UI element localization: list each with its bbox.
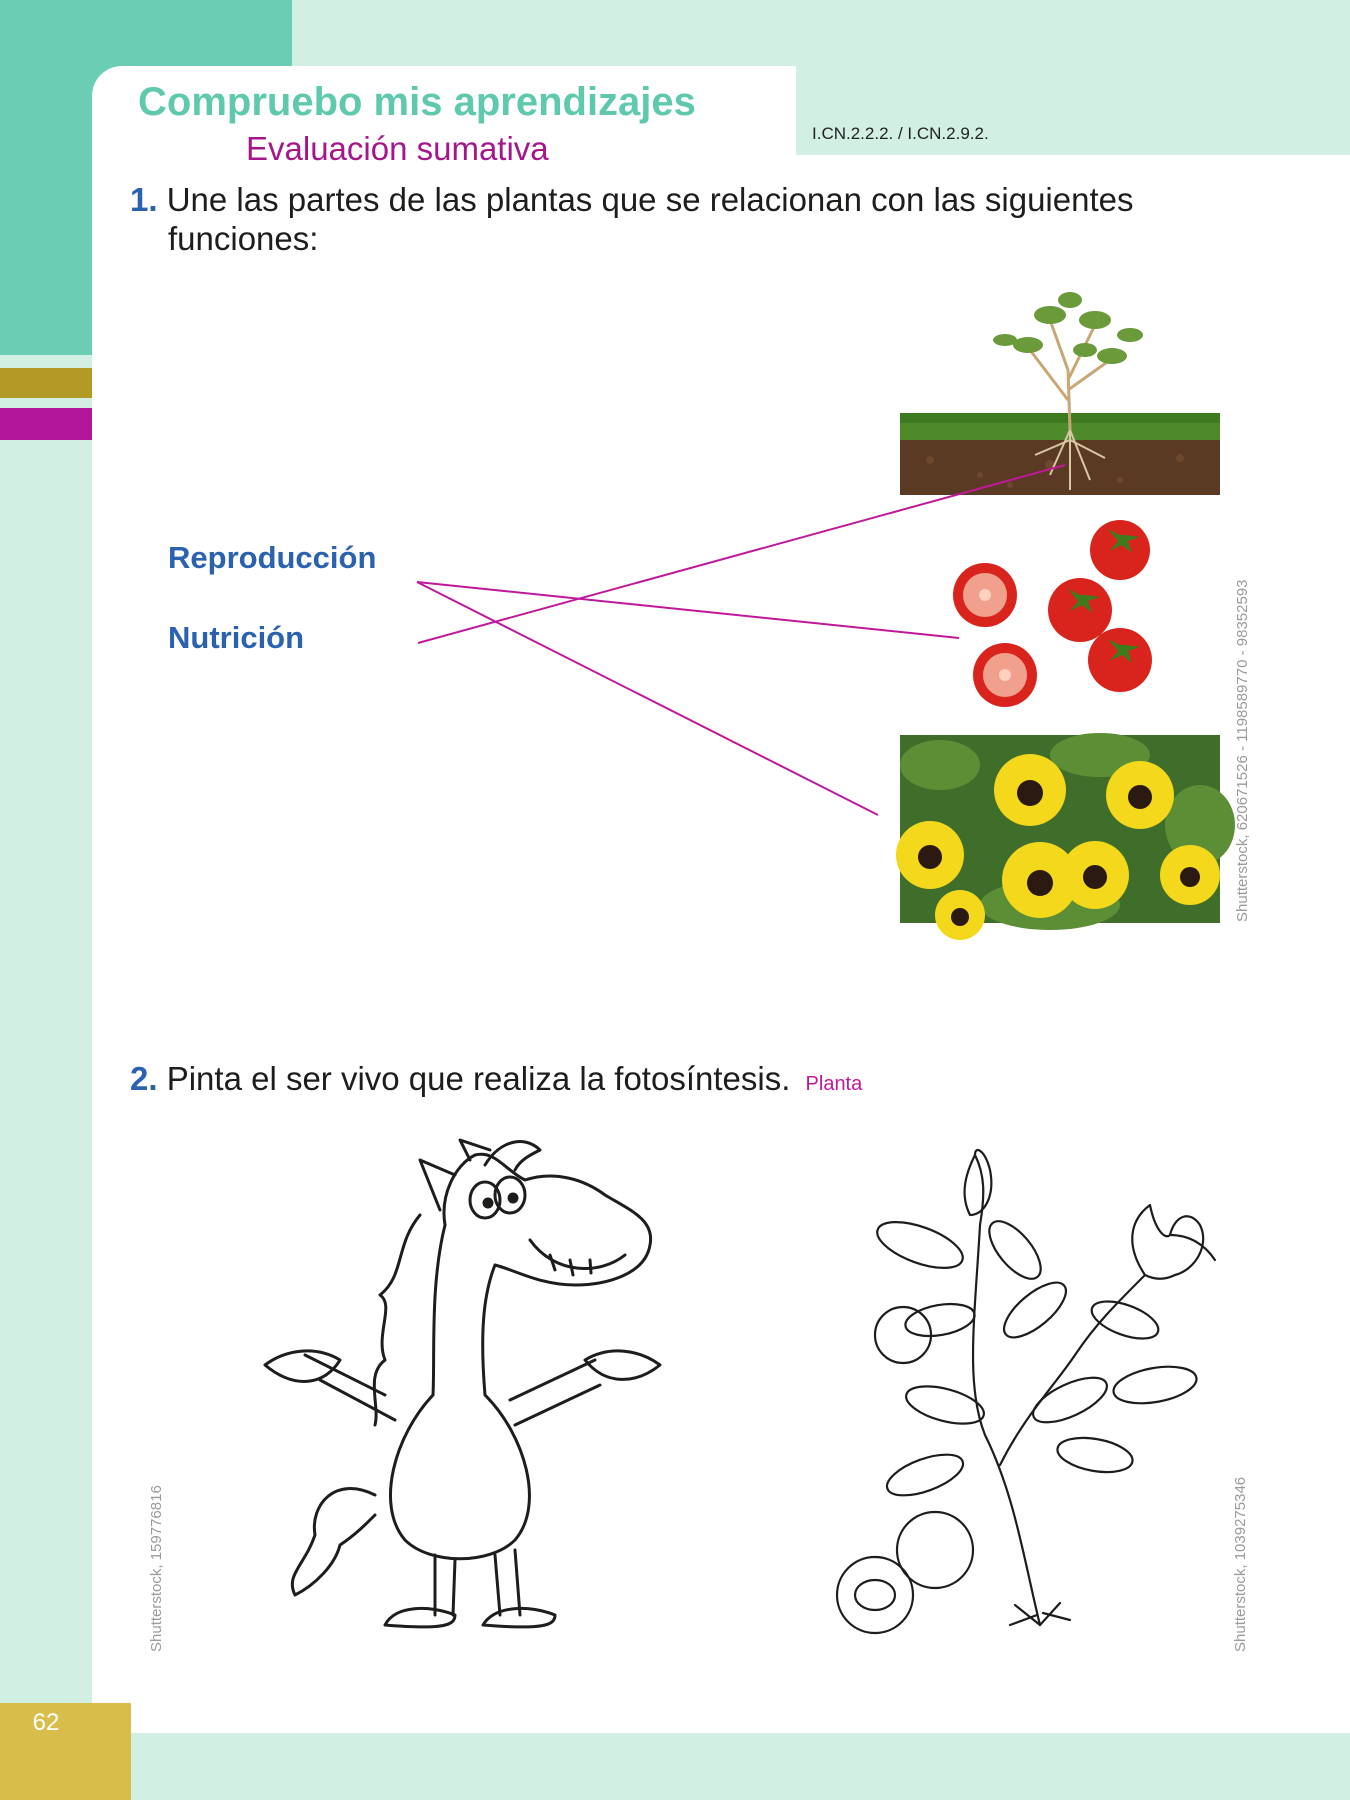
question-1-number: 1.	[130, 181, 158, 218]
horse-drawing[interactable]	[255, 1135, 685, 1650]
credit-question-2-left: Shutterstock, 159776816	[148, 1485, 165, 1652]
plant-drawing[interactable]	[825, 1135, 1225, 1635]
credit-question-2-right: Shutterstock, 1039275346	[1232, 1476, 1249, 1652]
question-2-number: 2.	[130, 1060, 158, 1097]
term-nutricion: Nutrición	[168, 620, 305, 655]
line-reproduccion-to-flowers	[417, 582, 878, 815]
page-subtitle: Evaluación sumativa	[246, 130, 549, 167]
page-number: 62	[32, 1709, 60, 1736]
question-1-verb: Une	[166, 181, 228, 218]
term-reproduccion: Reproducción	[168, 540, 377, 575]
question-2-text: el ser vivo que realiza la fotosíntesis.	[251, 1060, 791, 1097]
question-1-text-line2: funciones:	[168, 220, 319, 257]
page-title: Compruebo mis aprendizajes	[138, 80, 696, 124]
question-2-verb: Pinta	[166, 1060, 242, 1097]
question-2	[130, 1060, 862, 1098]
answer-hint: Planta	[805, 1073, 863, 1095]
credit-question-1: Shutterstock, 620671526 - 1198589770 - 98352593	[1234, 579, 1251, 922]
question-1-text: las partes de las plantas que se relacionan con las siguientes	[236, 181, 1134, 218]
curriculum-codes: I.CN.2.2.2. / I.CN.2.9.2.	[812, 124, 989, 143]
line-reproduccion-to-tomatoes	[417, 582, 959, 638]
